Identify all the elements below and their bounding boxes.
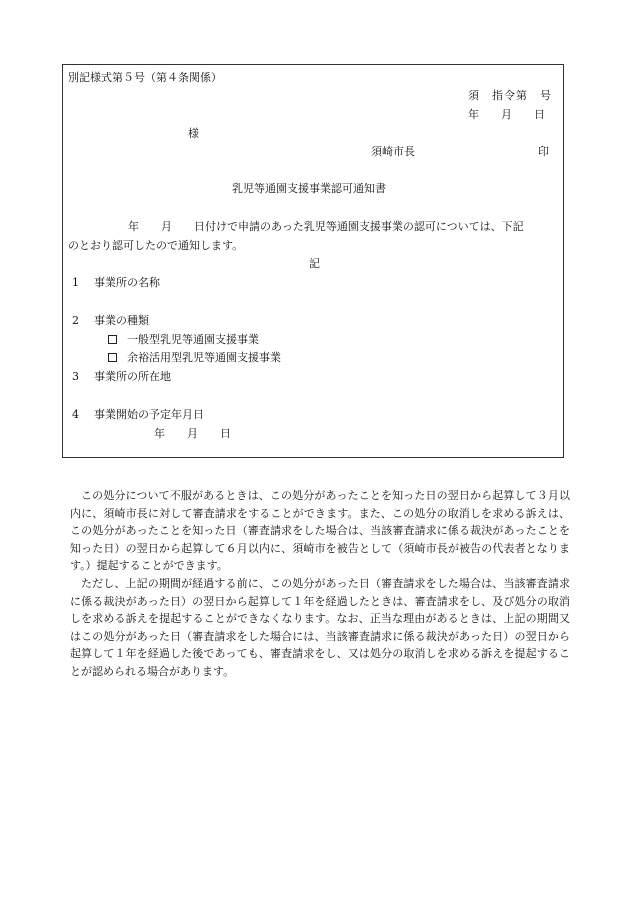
form-label: 別記様式第５号（第４条関係）: [68, 71, 222, 84]
addressee-suffix: 様: [188, 127, 199, 140]
issuer-name: 須崎市長: [371, 145, 415, 158]
start-date: 年 月 日: [154, 427, 231, 440]
item-label: 事業開始の予定年月日: [94, 408, 204, 421]
item-label: 事業所の名称: [94, 276, 160, 289]
item-number: 4: [72, 408, 79, 421]
checkbox-icon: [108, 335, 117, 344]
item-number: 1: [72, 276, 79, 289]
business-type-option: [108, 352, 281, 363]
appeal-notice: [70, 487, 570, 681]
seal-mark: 印: [538, 145, 549, 158]
business-type-label: 余裕活用型乳児等通園支援事業: [127, 351, 281, 364]
notice-paragraph: この処分について不服があるときは、この処分があったことを知った日の翌日から起算して３月以内に、須崎市長に対して審査請求をすることができます。また、この処分の取消しを求める訴えは、この処分があったことを知った日（審査請求をした場合は、当該審査請求に係る裁決があったことを知った日）の翌日から起算して６月以内に、須崎市を被告として（須崎市長が被告の代表者となります。）提起することができます。: [70, 489, 570, 573]
issue-date: 年 月 日: [468, 108, 545, 121]
ki-heading: 記: [309, 257, 320, 270]
item-number: 2: [72, 314, 79, 327]
business-type-option: [108, 334, 259, 345]
document-title: 乳児等通園支援事業認可通知書: [232, 182, 386, 195]
body-line-1: 年 月 日付けで申請のあった乳児等通園支援事業の認可については、下記: [128, 220, 524, 233]
business-type-label: 一般型乳児等通園支援事業: [127, 333, 259, 346]
document-number: 須 指令第 号: [468, 89, 552, 102]
body-line-2: のとおり認可したので通知します。: [68, 239, 244, 252]
checkbox-icon: [108, 353, 117, 362]
item-label: 事業の種類: [94, 314, 149, 327]
notice-paragraph: ただし、上記の期間が経過する前に、この処分があった日（審査請求をした場合は、当該審査請求に係る裁決があった日）の翌日から起算して１年を経過したときは、審査請求をし、及び処分の取消しを求める訴えを提起することができなくなります。なお、正当な理由があるときは、上記の期間又はこの処分があった日（審査請求をした場合には、当該審査請求に係る裁決があった日）の翌日から起算して１年を経過した後であっても、審査請求をし、又は処分の取消しを求める訴えを提起することが認められる場合があります。: [70, 576, 570, 678]
item-label: 事業所の所在地: [94, 370, 171, 383]
item-number: 3: [72, 370, 79, 383]
